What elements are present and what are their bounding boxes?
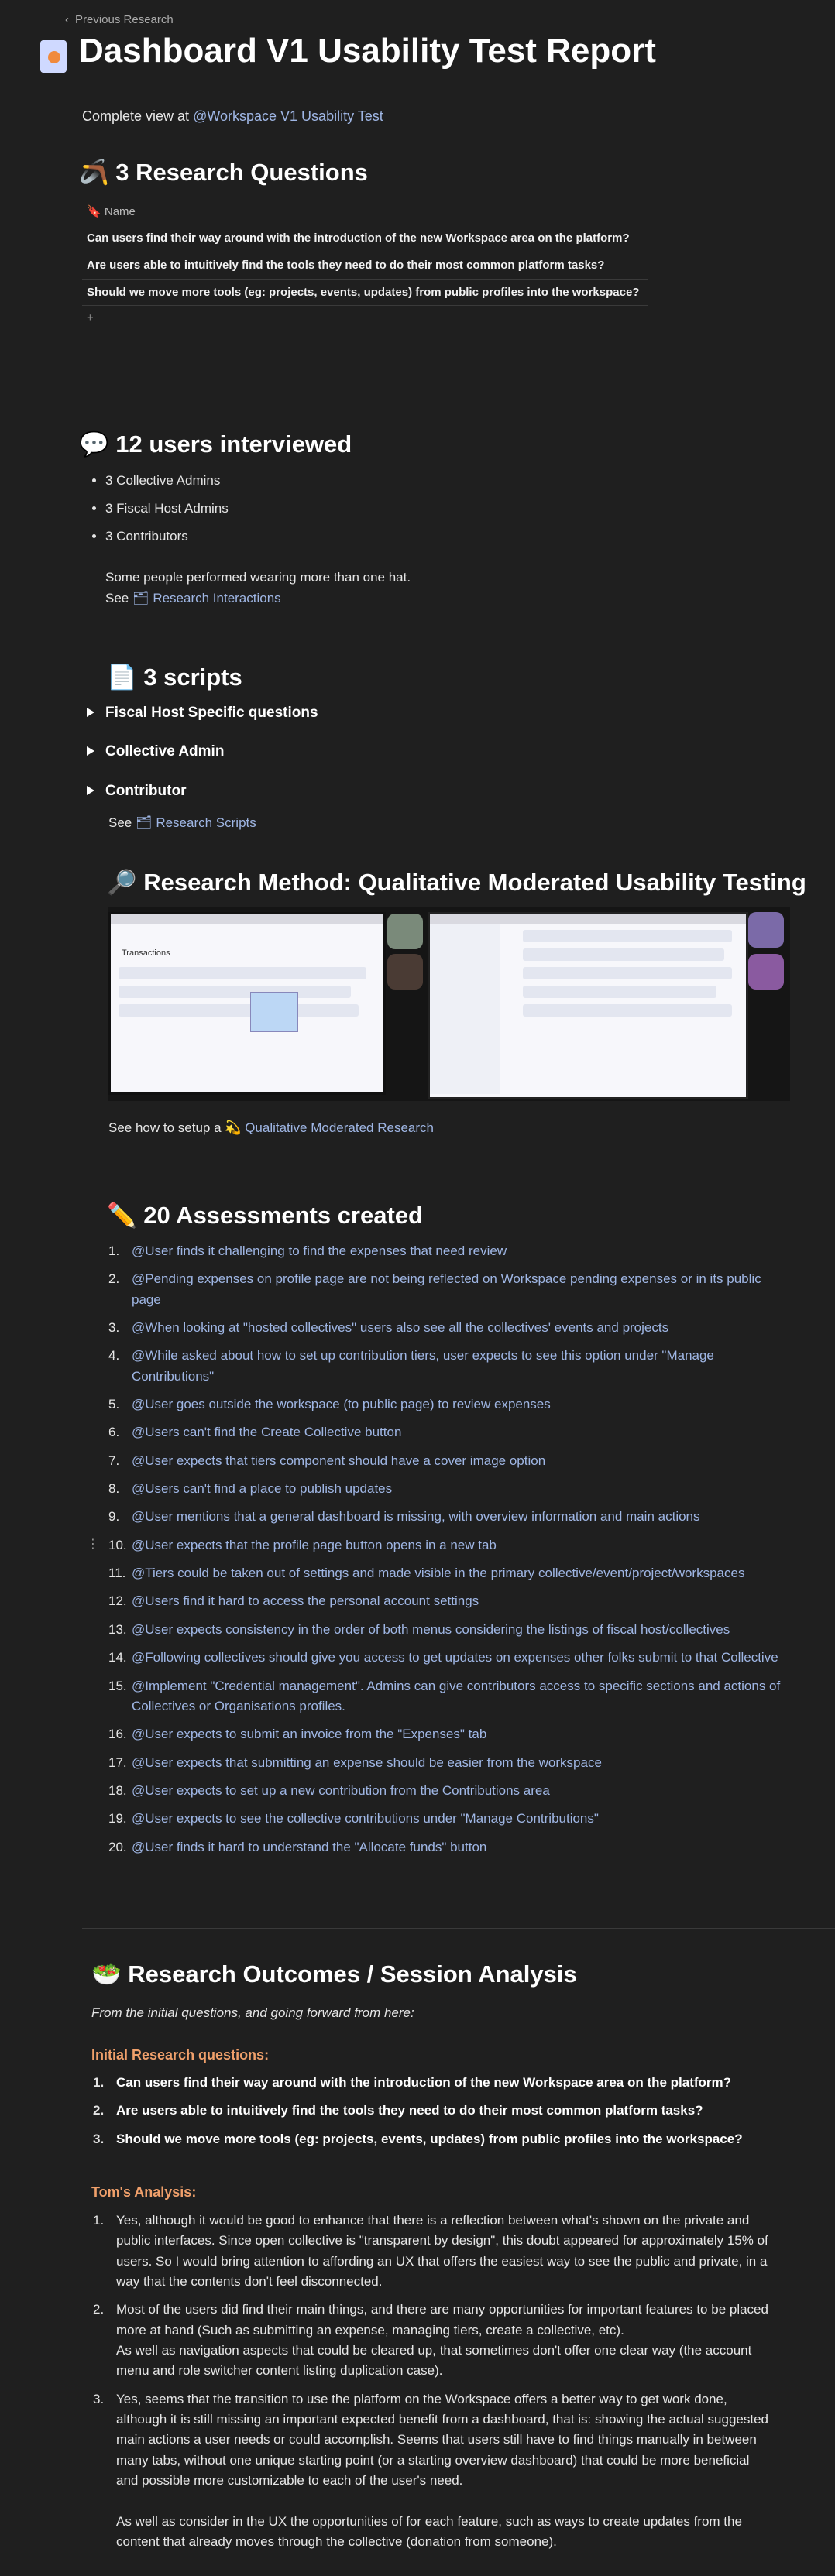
users-heading: 💬 12 users interviewed [79,430,352,458]
assessment-link[interactable]: @User expects consistency in the order of both menus considering the listings of fiscal host/collectives [132,1621,730,1637]
triangle-right-icon [87,746,94,756]
list-item: 1. Yes, although it would be good to enhance that there is a reflection between what's shown on the private and public interfaces. Since open collective is "transparent by design", this doubt appeared for approximately 15% of users. So I would bring attention to affording an UX that offers the easiest way to see the public and private, in a way that the contents don't feel disconnected. [93,2213,768,2290]
list-item: 1. Can users find their way around with the introduction of the new Workspace area on the platform? [93,2075,732,2090]
assessment-link[interactable]: @Following collectives should give you access to get updates on expenses other folks submit to that Collective [132,1650,778,1665]
outcomes-intro: From the initial questions, and going forward from here: [91,2005,414,2020]
method-setup-line: See how to setup a 💫 Qualitative Moderated Research [108,1120,434,1135]
page-title: Dashboard V1 Usability Test Report [79,32,656,70]
list-item: 3. @When looking at "hosted collectives" users also see all the collectives' events and projects [108,1320,669,1336]
assessment-link[interactable]: @User mentions that a general dashboard is missing, with overview information and main actions [132,1509,700,1525]
breadcrumb-label: Previous Research [75,13,174,26]
list-item: 2. Are users able to intuitively find the tools they need to do their most common platform tasks? [93,2103,703,2118]
toggle-fiscal-host[interactable]: Fiscal Host Specific questions [87,701,318,725]
database-icon: 🗂 [132,591,149,606]
method-heading: 🔎 Research Method: Qualitative Moderated Usability Testing [107,869,806,896]
list-item: 14. @Following collectives should give you access to get updates on expenses other folks submit to that Collective [108,1650,778,1665]
complete-view-prefix: Complete view at [82,108,194,124]
list-item: 5. @User goes outside the workspace (to public page) to review expenses [108,1397,551,1412]
questions-section [79,157,368,188]
session-screenshots [108,907,790,1101]
toggle-collective-admin[interactable]: Collective Admin [87,740,318,763]
assessment-link[interactable]: @User finds it challenging to find the expenses that need review [132,1243,507,1258]
list-item: 2. Most of the users did find their main things, and there are many opportunities for important features to be placed more at hand (Such as submitting an expense, managing tiers, create a collective, etc). As well as navigation aspects that could be cleared up, that sometimes don't offer one clear way (the account menu and role switcher content listing duplication case). [93,2302,768,2379]
analysis-label: Tom's Analysis: [91,2184,197,2200]
outcomes-section [91,1959,577,1990]
table-row[interactable]: Are users able to intuitively find the tools they need to do their most common platform tasks? [82,252,648,280]
list-item: • 3 Contributors [105,526,229,547]
assessment-link[interactable]: @User expects to see the collective contributions under "Manage Contributions" [132,1811,599,1827]
users-note-block [105,567,411,609]
list-item: 6. @Users can't find the Create Collective button [108,1425,402,1440]
sparkle-icon: 💫 [225,1120,242,1135]
drag-handle-icon[interactable]: ⋮ [87,1538,99,1551]
salad-icon: 🥗 [91,1960,122,1988]
list-item: 4. @While asked about how to set up contribution tiers, user expects to see this option under "Manage Contributions" [108,1348,714,1384]
assessment-link[interactable]: @When looking at "hosted collectives" users also see all the collectives' events and projects [132,1320,669,1336]
add-row-button[interactable]: + [87,311,94,325]
assessments-heading: ✏️ 20 Assessments created [107,1202,423,1229]
initial-questions-label: Initial Research questions: [91,2047,270,2063]
list-item: 15. @Implement "Credential management". Admins can give contributors access to specific sections and actions of Collectives or Organisations profiles. [108,1678,781,1713]
table-row[interactable]: Should we move more tools (eg: projects, events, updates) from public profiles into the workspace? [82,280,648,307]
list-item: 13. @User expects consistency in the order of both menus considering the listings of fiscal host/collectives [108,1621,730,1637]
list-item: • 3 Collective Admins [105,470,229,491]
participant-video [748,954,784,990]
qualitative-research-link[interactable]: 💫 Qualitative Moderated Research [225,1120,434,1135]
assessment-link[interactable]: @While asked about how to set up contribution tiers, user expects to see this option under "Manage Contributions" [132,1348,714,1384]
questions-table [82,200,648,331]
assessment-link[interactable]: @User goes outside the workspace (to public page) to review expenses [132,1397,551,1412]
list-item: 1. @User finds it challenging to find the expenses that need review [108,1243,507,1258]
list-item: 16. @User expects to submit an invoice from the "Expenses" tab [108,1727,487,1742]
assessment-link[interactable]: @Pending expenses on profile page are not being reflected on Workspace pending expenses or in its public page [132,1271,761,1307]
assessments-section [107,1200,423,1231]
breadcrumb-previous-research[interactable] [65,11,174,29]
assessments-list [108,1241,790,1865]
list-item: 2. @Pending expenses on profile page are not being reflected on Workspace pending expenses or in its public page [108,1271,761,1307]
list-item: 3. Should we move more tools (eg: projects, events, updates) from public profiles into the workspace? [93,2131,743,2146]
list-item: 3. Yes, seems that the transition to use the platform on the Workspace offers a better way to get work done, although it is still missing an important expected benefit from a dashboard, that is: showing the actual suggested main actions a user needs or could accomplish. Seems that users still have to find things manually in between many tabs, without one unique starting point (or a starting overview dashboard) that could be more beneficial and possible more customizable to each of the user's need. As well as consider in the UX the opportunities of for each feature, such as ways to create updates from the content that already moves through the collective (donation from someone). [93,2391,768,2550]
questions-heading: 🪃 3 Research Questions [79,159,368,186]
method-section [107,867,806,898]
triangle-right-icon [87,708,94,717]
list-item: 9. @User mentions that a general dashboard is missing, with overview information and main actions [108,1509,700,1525]
list-item: • 3 Fiscal Host Admins [105,498,229,519]
workspace-mention-link[interactable]: @Workspace V1 Usability Test [193,108,383,124]
magnifier-icon: 🔎 [107,869,137,896]
assessment-link[interactable]: @User finds it hard to understand the "Allocate funds" button [132,1839,487,1854]
users-list [82,470,229,554]
database-icon: 🗂 [135,815,153,830]
page-icon: 📄 [107,664,137,691]
page-icon [40,40,67,73]
table-row[interactable]: Can users find their way around with the introduction of the new Workspace area on the platform? [82,225,648,252]
assessment-link[interactable]: @User expects that the profile page button opens in a new tab [132,1537,497,1552]
assessment-link[interactable]: @Users can't find a place to publish updates [132,1481,393,1497]
assessment-link[interactable]: @Tiers could be taken out of settings and made visible in the primary collective/event/project/workspaces [132,1566,745,1581]
users-section [79,429,352,460]
divider [82,1928,835,1929]
screenshot-left: Transactions [108,912,386,1095]
screenshot-right [428,912,748,1099]
assessment-link[interactable]: @User expects to submit an invoice from the "Expenses" tab [132,1727,487,1742]
assessment-link[interactable]: @User expects that tiers component should have a cover image option [132,1453,546,1468]
list-item: 20. @User finds it hard to understand the "Allocate funds" button [108,1839,487,1854]
initial-questions-list [93,2073,790,2157]
participant-video [387,954,423,990]
research-interactions-link[interactable]: 🗂 Research Interactions [132,591,281,606]
scripts-toggles [87,701,318,818]
assessment-link[interactable]: @User expects to set up a new contribution from the Contributions area [132,1782,550,1798]
toggle-contributor[interactable]: Contributor [87,780,318,803]
triangle-right-icon [87,786,94,795]
list-item: 10. @User expects that the profile page button opens in a new tab [108,1537,497,1552]
users-note: Some people performed wearing more than one hat. [105,570,411,585]
boomerang-icon: 🪃 [79,159,109,186]
speech-bubble-icon: 💬 [79,430,109,458]
assessment-link[interactable]: @Users can't find the Create Collective button [132,1425,402,1440]
list-item: 11. @Tiers could be taken out of settings and made visible in the primary collective/event/project/workspaces [108,1566,745,1581]
list-item: 12. @Users find it hard to access the personal account settings [108,1593,479,1609]
pencil-icon: ✏️ [107,1202,137,1229]
list-item: 7. @User expects that tiers component should have a cover image option [108,1453,546,1468]
list-item: 19. @User expects to see the collective contributions under "Manage Contributions" [108,1811,599,1827]
list-item: 17. @User expects that submitting an expense should be easier from the workspace [108,1754,602,1770]
bookmark-icon: 🔖 [87,205,101,218]
table-header-name[interactable]: 🔖 Name [82,200,648,225]
assessment-link[interactable]: @User expects that submitting an expense should be easier from the workspace [132,1754,602,1770]
complete-view-line [82,105,387,128]
users-see-line: See 🗂 Research Interactions [105,591,281,606]
list-item: 8. @Users can't find a place to publish updates [108,1481,393,1497]
outcomes-heading: 🥗 Research Outcomes / Session Analysis [91,1960,577,1988]
participant-video [387,914,423,949]
scripts-see-line: See 🗂 Research Scripts [108,815,256,830]
chevron-left-icon: ‹ [65,13,69,26]
scripts-heading: 📄 3 scripts [107,664,242,691]
research-scripts-link[interactable]: 🗂 Research Scripts [135,815,256,830]
list-item: 18. @User expects to set up a new contribution from the Contributions area [108,1782,550,1798]
assessment-link[interactable]: @Users find it hard to access the personal account settings [132,1593,479,1609]
assessment-link[interactable]: @Implement "Credential management". Admins can give contributors access to specific sections and actions of Collectives or Organisations profiles. [132,1678,781,1713]
analysis-list [93,2211,775,2561]
participant-video [748,912,784,948]
scripts-section [107,662,242,693]
